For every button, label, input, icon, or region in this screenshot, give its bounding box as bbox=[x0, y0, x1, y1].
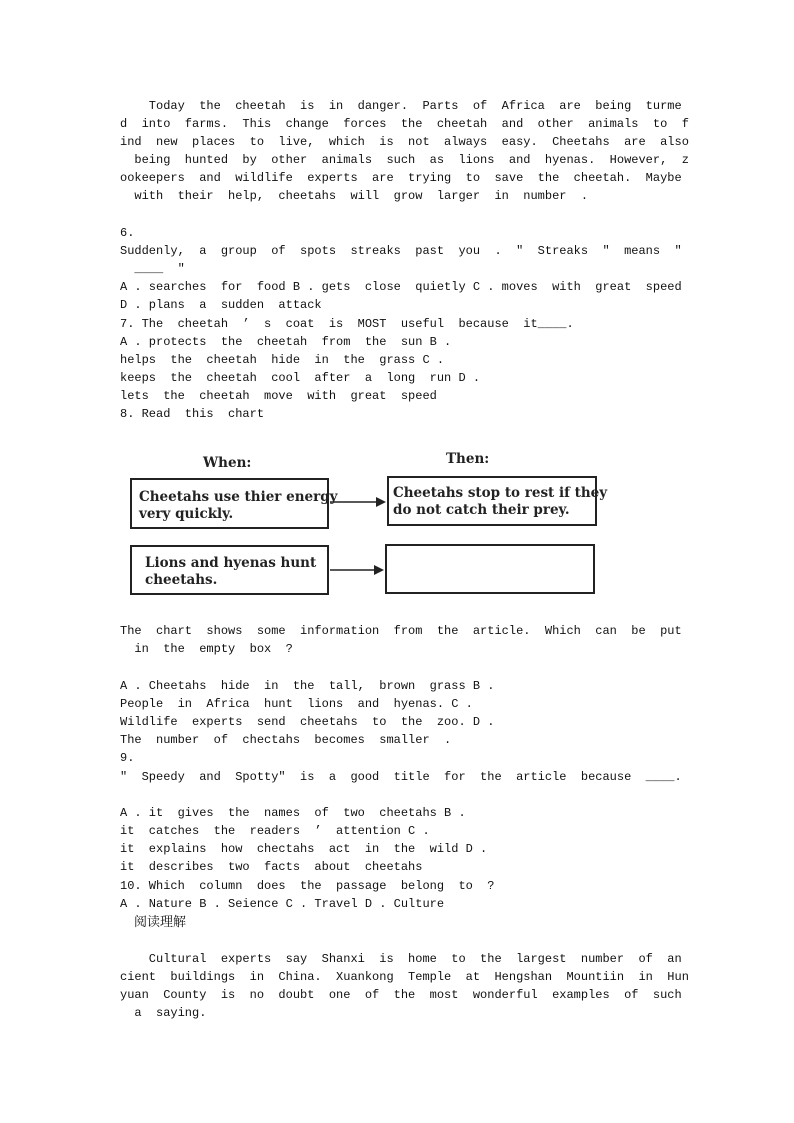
text-line: Today the cheetah is in danger. Parts of Africa are being turme bbox=[120, 99, 682, 113]
text-line: yuan County is no doubt one of the most wonderful examples of such bbox=[120, 988, 682, 1002]
arrow-icon bbox=[330, 565, 384, 575]
answer-options: helps the cheetah hide in the grass C . bbox=[120, 353, 445, 367]
text-line: ookeepers and wildlife experts are trying to save the cheetah. Maybe bbox=[120, 171, 682, 185]
question-number: 6. bbox=[120, 226, 135, 240]
answer-options: The number of chectahs becomes smaller . bbox=[120, 733, 452, 747]
text-line: a saying. bbox=[120, 1006, 207, 1020]
when-label: When: bbox=[203, 455, 252, 471]
answer-options: it describes two facts about cheetahs bbox=[120, 860, 423, 874]
question-stem: 10. Which column does the passage belong to ? bbox=[120, 879, 495, 893]
question-stem: ″ Speedy and Spotty″ is a good title for the article because ____. bbox=[120, 770, 682, 784]
answer-options: lets the cheetah move with great speed bbox=[120, 389, 437, 403]
answer-options: A . it gives the names of two cheetahs B . bbox=[120, 806, 466, 820]
answer-options: D . plans a sudden attack bbox=[120, 298, 322, 312]
section-heading: 阅读理解 bbox=[134, 915, 187, 930]
answer-options: A . protects the cheetah from the sun B . bbox=[120, 335, 452, 349]
question-number: 9. bbox=[120, 751, 135, 765]
question-stem: ____ ″ bbox=[120, 262, 185, 276]
answer-options: A . Nature B . Seience C . Travel D . Culture bbox=[120, 897, 445, 911]
answer-options: it catches the readers ’ attention C . bbox=[120, 824, 430, 838]
question-number: 8. Read this chart bbox=[120, 407, 265, 421]
arrow-icon bbox=[330, 497, 386, 507]
question-stem: Suddenly, a group of spots streaks past you . ″ Streaks ″ means ″ bbox=[120, 244, 682, 258]
when-box-2-text: Lions and hyenas hunt cheetahs. bbox=[145, 555, 317, 588]
text-line: Cultural experts say Shanxi is home to the largest number of an bbox=[120, 952, 682, 966]
answer-options: A . Cheetahs hide in the tall, brown grass B . bbox=[120, 679, 495, 693]
question-stem: The chart shows some information from the article. Which can be put bbox=[120, 624, 682, 638]
then-box-1-text: Cheetahs stop to rest if they do not catch their prey. bbox=[393, 485, 608, 518]
when-box-1-text: Cheetahs use thier energy very quickly. bbox=[139, 489, 338, 522]
answer-options: it explains how chectahs act in the wild D . bbox=[120, 842, 488, 856]
answer-options: People in Africa hunt lions and hyenas. C . bbox=[120, 697, 473, 711]
then-label: Then: bbox=[446, 451, 490, 467]
answer-options: Wildlife experts send cheetahs to the zoo. D . bbox=[120, 715, 495, 729]
text-line: being hunted by other animals such as lions and hyenas. However, z bbox=[120, 153, 689, 167]
answer-options: A . searches for food B . gets close quietly C . moves with great speed bbox=[120, 280, 682, 294]
text-line: with their help, cheetahs will grow larger in number . bbox=[120, 189, 589, 203]
answer-options: keeps the cheetah cool after a long run D . bbox=[120, 371, 481, 385]
text-line: d into farms. This change forces the cheetah and other animals to f bbox=[120, 117, 689, 131]
question-stem: in the empty box ? bbox=[120, 642, 293, 656]
text-line: cient buildings in China. Xuankong Temple at Hengshan Mountiin in Hun bbox=[120, 970, 689, 984]
question-stem: 7. The cheetah ’ s coat is MOST useful because it____. bbox=[120, 317, 574, 331]
text-line: ind new places to live, which is not always easy. Cheetahs are also bbox=[120, 135, 689, 149]
